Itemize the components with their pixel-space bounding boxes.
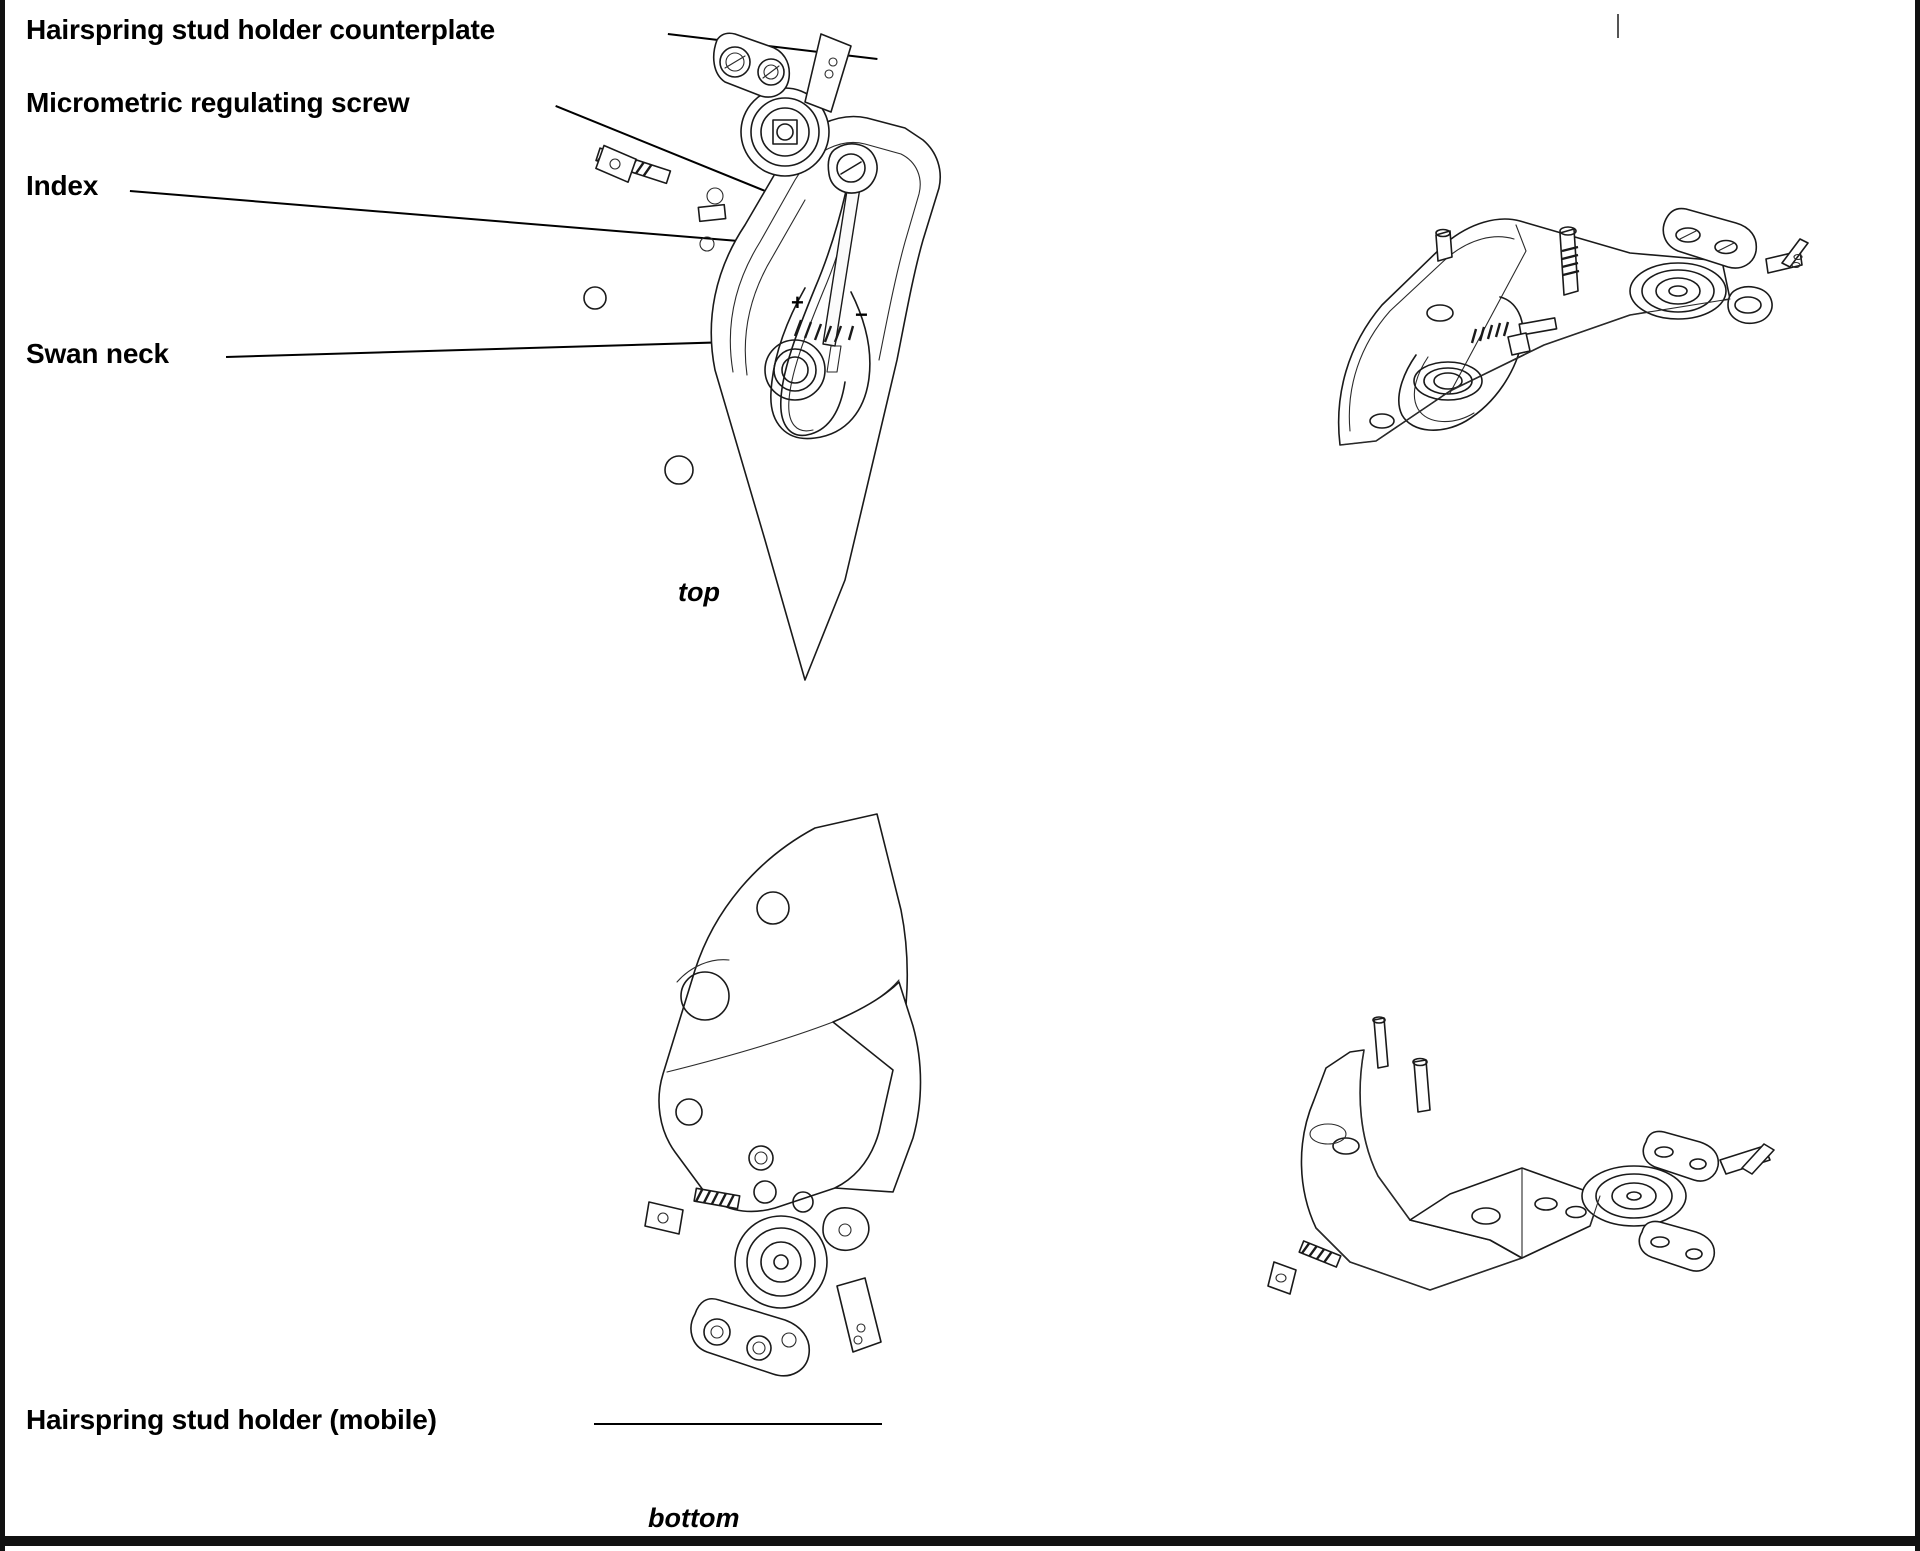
crop-tick-mark: [1617, 14, 1619, 38]
page-border-right: [1915, 0, 1920, 1551]
page-border-bottom: [0, 1536, 1920, 1546]
minus-mark: −: [855, 302, 868, 327]
callout-swan-neck-label: Swan neck: [26, 338, 169, 369]
page-border-left: [0, 0, 5, 1551]
bottom-perspective-drawing: [1290, 1010, 1890, 1350]
callout-counterplate-label: Hairspring stud holder counterplate: [26, 14, 496, 45]
top-view-caption: top: [678, 577, 720, 607]
callout-micrometric-screw-label: Micrometric regulating screw: [26, 87, 410, 118]
plus-mark: +: [791, 290, 804, 315]
top-view-drawing: [655, 20, 1105, 700]
bottom-view-caption: bottom: [648, 1503, 740, 1533]
callout-index-label: Index: [26, 170, 99, 201]
callout-stud-holder-mobile-label: Hairspring stud holder (mobile): [26, 1404, 437, 1435]
top-perspective-drawing: [1330, 195, 1890, 485]
bottom-view-drawing: [655, 800, 1105, 1460]
